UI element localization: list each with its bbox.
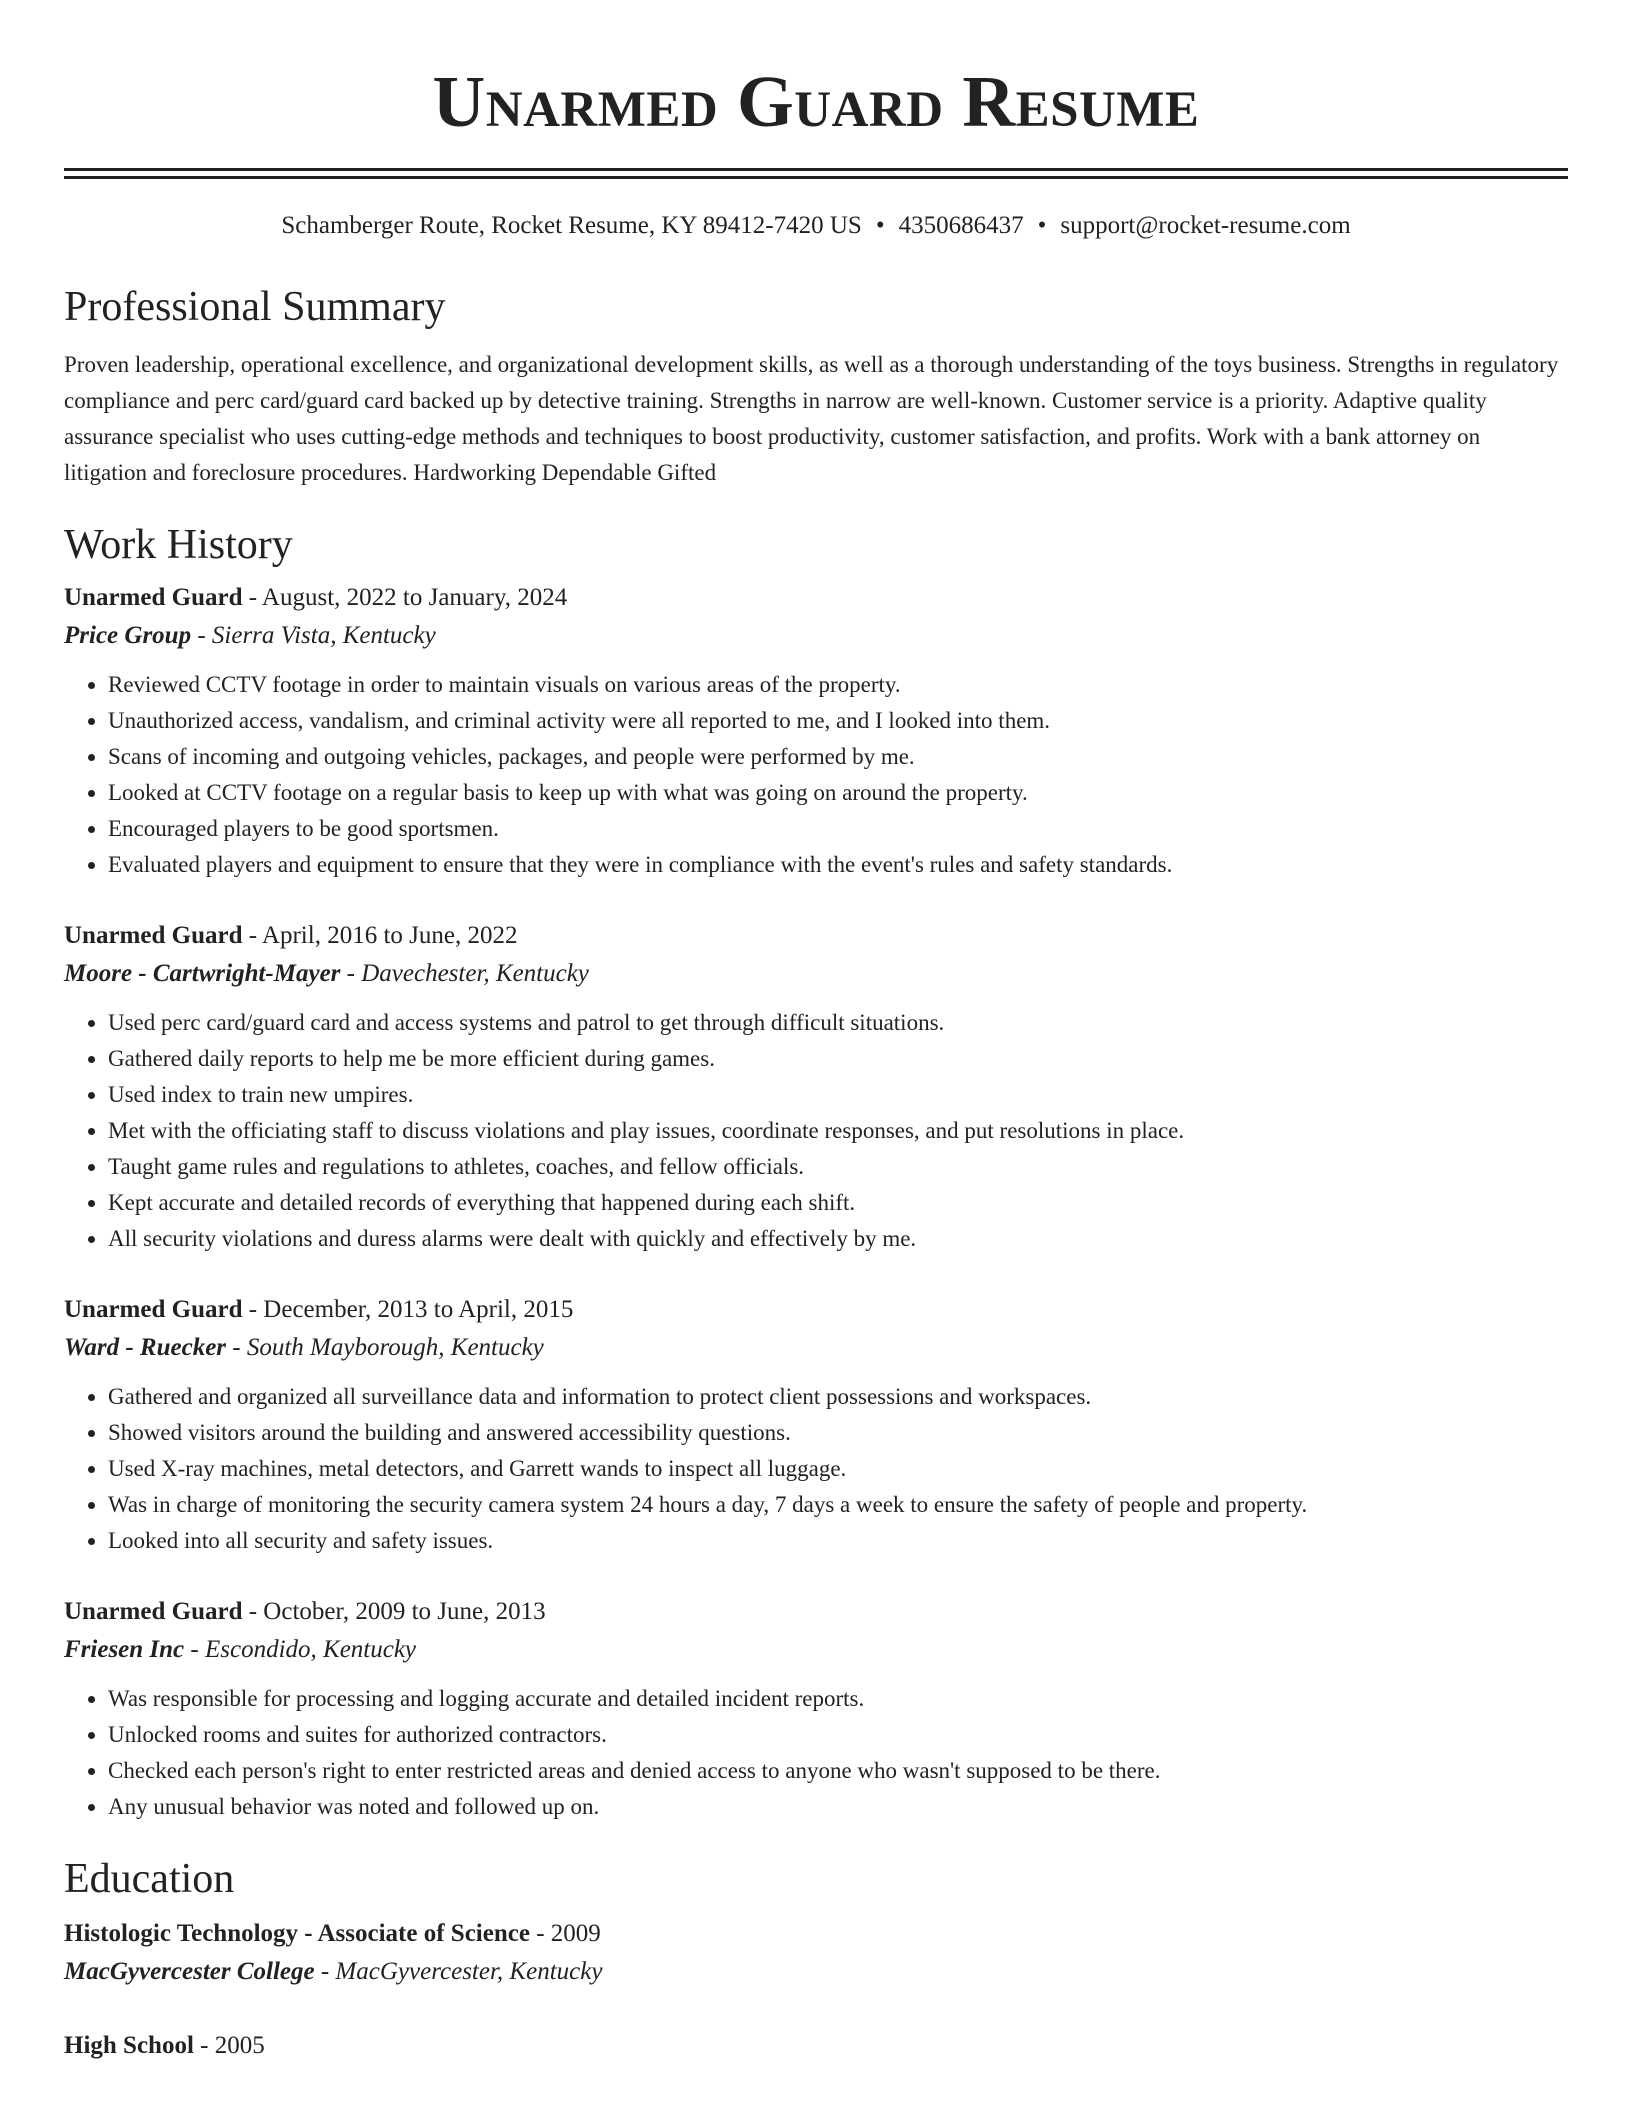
job-duty: • All security violations and duress alarms were dealt with quickly and effectively by me. [108, 1221, 1568, 1257]
job-entry [64, 1593, 1568, 1825]
job-title-line [64, 917, 1568, 955]
work-history-list [64, 579, 1568, 1825]
job-location: - South Mayborough, Kentucky [226, 1334, 544, 1361]
job-title-line [64, 579, 1568, 617]
job-title: Unarmed Guard [64, 922, 243, 949]
job-duty: • Reviewed CCTV footage in order to maintain visuals on various areas of the property. [108, 667, 1568, 703]
education-degree: High School [64, 2032, 194, 2059]
job-duty: • Met with the officiating staff to discuss violations and play issues, coordinate responses, and put resolutions in place. [108, 1113, 1568, 1149]
job-duty: • Looked into all security and safety issues. [108, 1523, 1568, 1559]
job-duty: • Checked each person's right to enter restricted areas and denied access to anyone who wasn't supposed to be there. [108, 1753, 1568, 1789]
job-duty: • Used X-ray machines, metal detectors, and Garrett wands to inspect all luggage. [108, 1451, 1568, 1487]
job-company-line [64, 1631, 1568, 1669]
contact-address: Schamberger Route, Rocket Resume, KY 89412-7420 US [281, 212, 862, 239]
job-duty: • Taught game rules and regulations to athletes, coaches, and fellow officials. [108, 1149, 1568, 1185]
job-duties-list [64, 1005, 1568, 1257]
job-duty: • Was in charge of monitoring the security camera system 24 hours a day, 7 days a week to ensure the safety of people and property. [108, 1487, 1568, 1523]
job-title-line [64, 1291, 1568, 1329]
job-duty: • Unauthorized access, vandalism, and criminal activity were all reported to me, and I looked into them. [108, 703, 1568, 739]
job-entry [64, 917, 1568, 1257]
education-year: - 2009 [529, 1920, 601, 1947]
contact-email: support@rocket-resume.com [1060, 212, 1351, 239]
job-location: - Escondido, Kentucky [184, 1636, 417, 1663]
job-duty: • Used perc card/guard card and access systems and patrol to get through difficult situations. [108, 1005, 1568, 1041]
job-company-line [64, 1329, 1568, 1367]
job-company-line [64, 955, 1568, 993]
summary-heading: Professional Summary [64, 284, 446, 330]
education-location: - MacGyvercester, Kentucky [314, 1958, 603, 1985]
job-entry [64, 1291, 1568, 1559]
job-duty: • Was responsible for processing and logging accurate and detailed incident reports. [108, 1681, 1568, 1717]
title-divider-thick [64, 168, 1568, 171]
job-location: - Davechester, Kentucky [340, 960, 589, 987]
job-title-line [64, 1593, 1568, 1631]
education-entry [64, 2027, 1568, 2065]
job-entry [64, 579, 1568, 883]
job-duties-list [64, 1379, 1568, 1559]
job-duty: • Used index to train new umpires. [108, 1077, 1568, 1113]
job-duty: • Encouraged players to be good sportsmen. [108, 811, 1568, 847]
job-dates: - August, 2022 to January, 2024 [242, 584, 568, 611]
summary-text: Proven leadership, operational excellence, and organizational development skills, as well as a thorough understanding of the toys business. Strengths in regulatory compliance and perc card/guard card backed up by detective training. Strengths in narrow are well-known. Customer service is a priority. Adaptive quality assurance specialist who uses cutting-edge methods and techniques to boost productivity, customer satisfaction, and profits. Work with a bank attorney on litigation and foreclosure procedures. Hardworking Dependable Gifted [64, 352, 1559, 485]
job-company: Moore - Cartwright-Mayer [64, 960, 341, 987]
education-degree-line [64, 1915, 1568, 1953]
job-duty: • Any unusual behavior was noted and followed up on. [108, 1789, 1568, 1825]
contact-line [64, 209, 1568, 243]
job-dates: - October, 2009 to June, 2013 [242, 1598, 546, 1625]
education-entry [64, 1915, 1568, 1991]
job-company: Price Group [64, 622, 192, 649]
job-company: Ward - Ruecker [64, 1334, 227, 1361]
education-degree: Histologic Technology - Associate of Science [64, 1920, 530, 1947]
job-duty: • Kept accurate and detailed records of everything that happened during each shift. [108, 1185, 1568, 1221]
job-duties-list [64, 1681, 1568, 1825]
job-duty: • Showed visitors around the building and answered accessibility questions. [108, 1415, 1568, 1451]
work-history-heading: Work History [64, 522, 293, 568]
job-duty: • Looked at CCTV footage on a regular basis to keep up with what was going on around the property. [108, 775, 1568, 811]
job-duty: • Evaluated players and equipment to ensure that they were in compliance with the event's rules and safety standards. [108, 847, 1568, 883]
job-duty: • Unlocked rooms and suites for authorized contractors. [108, 1717, 1568, 1753]
education-school-line [64, 1953, 1568, 1991]
job-title: Unarmed Guard [64, 1598, 243, 1625]
job-dates: - April, 2016 to June, 2022 [242, 922, 518, 949]
contact-separator: • [1037, 212, 1047, 239]
job-company: Friesen Inc [64, 1636, 185, 1663]
job-company-line [64, 617, 1568, 655]
contact-separator: • [875, 212, 885, 239]
job-dates: - December, 2013 to April, 2015 [242, 1296, 574, 1323]
job-duties-list [64, 667, 1568, 883]
job-duty: • Gathered daily reports to help me be more efficient during games. [108, 1041, 1568, 1077]
contact-phone: 4350686437 [898, 212, 1024, 239]
education-degree-line [64, 2027, 1568, 2065]
education-heading: Education [64, 1856, 235, 1902]
job-location: - Sierra Vista, Kentucky [191, 622, 436, 649]
education-year: - 2005 [193, 2032, 265, 2059]
job-duty: • Scans of incoming and outgoing vehicles, packages, and people were performed by me. [108, 739, 1568, 775]
job-title: Unarmed Guard [64, 1296, 243, 1323]
job-duty: • Gathered and organized all surveillance data and information to protect client possessions and workspaces. [108, 1379, 1568, 1415]
resume-title: Unarmed Guard Resume [432, 61, 1200, 142]
job-title: Unarmed Guard [64, 584, 243, 611]
education-list [64, 1915, 1568, 2065]
title-divider-thin [64, 176, 1568, 179]
education-school: MacGyvercester College [64, 1958, 315, 1985]
